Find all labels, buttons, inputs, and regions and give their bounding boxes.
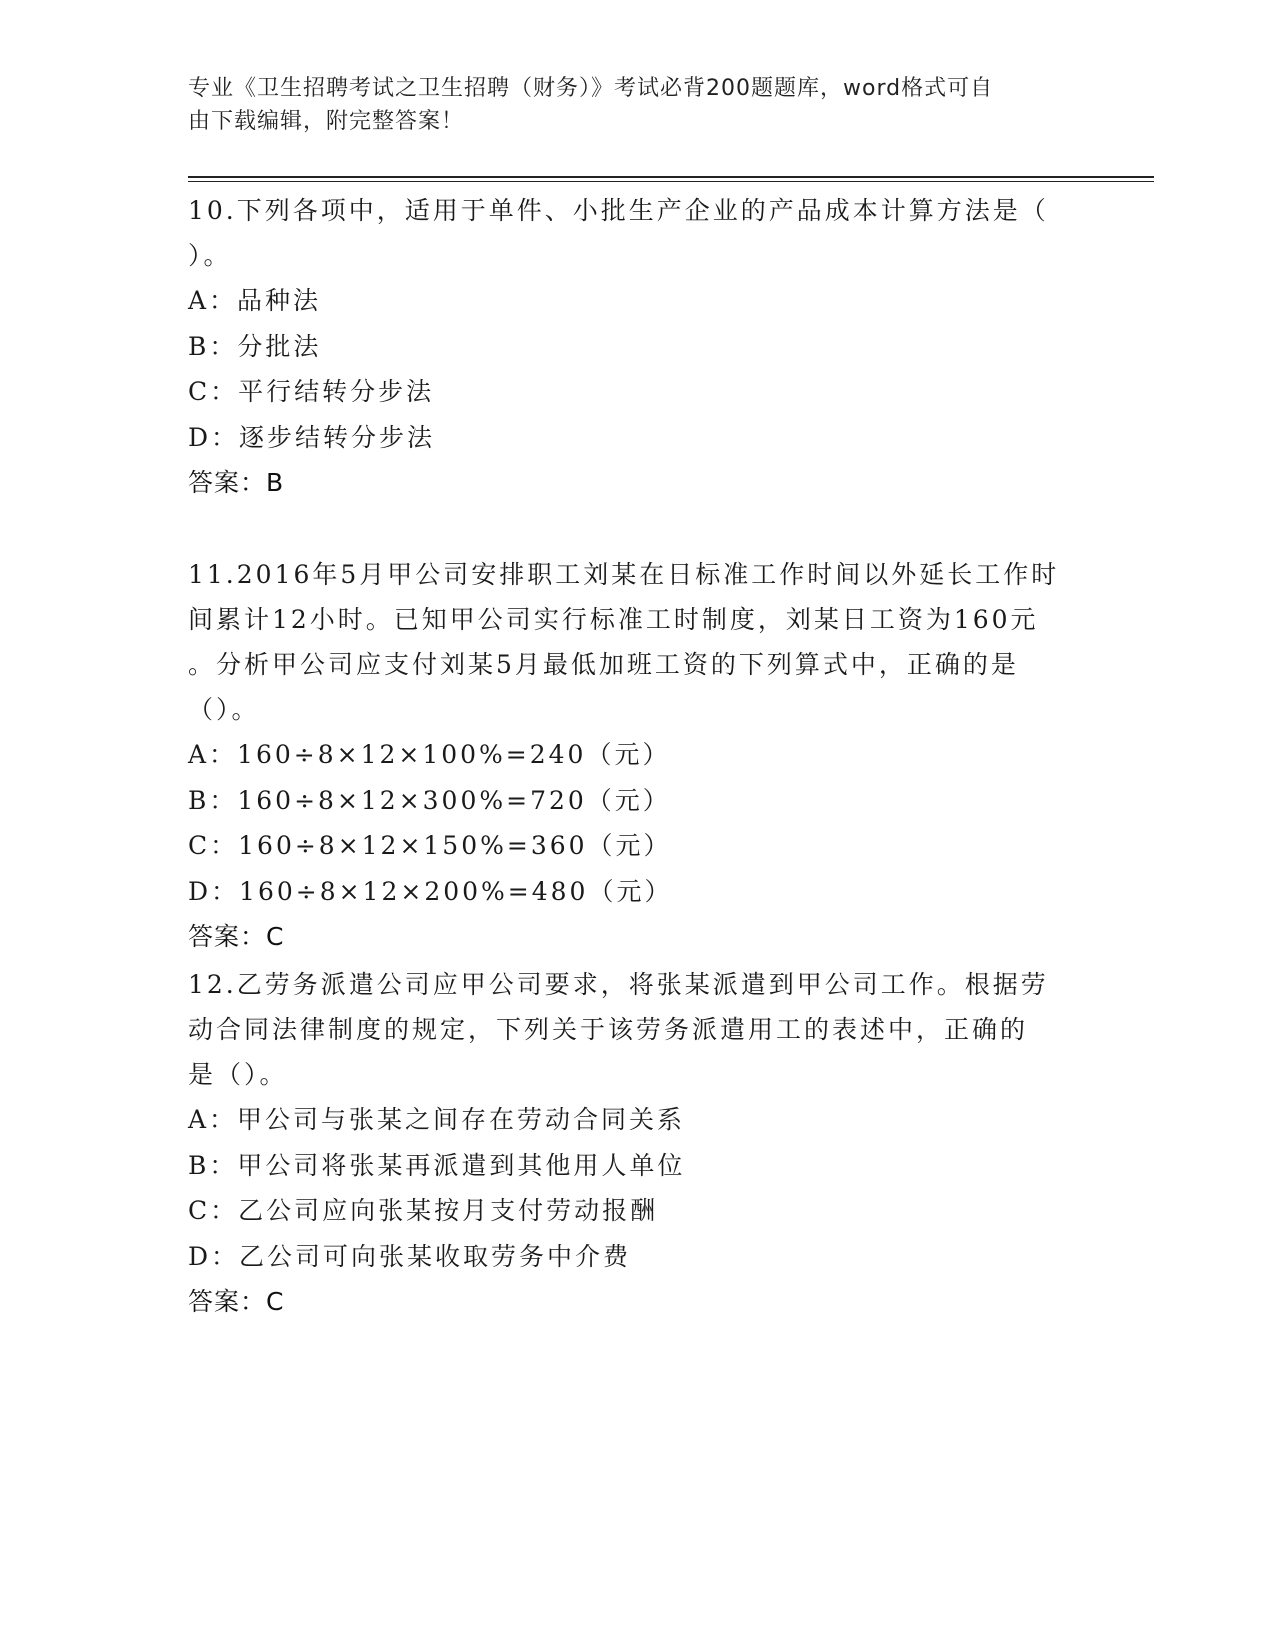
option-b: B：甲公司将张某再派遣到其他用人单位	[188, 1150, 686, 1180]
option-d: D：乙公司可向张某收取劳务中介费	[188, 1241, 632, 1271]
answer-label: 答案：C	[188, 922, 285, 951]
question-10	[188, 188, 1078, 505]
option-a: A：160÷8×12×100%=240（元）	[188, 740, 671, 769]
option-c: C：平行结转分步法	[188, 377, 435, 406]
question-stem-line: 10.下列各项中，适用于单件、小批生产企业的产品成本计算方法是（	[188, 196, 1049, 225]
option-b: B：分批法	[188, 331, 322, 361]
document-header	[188, 72, 1068, 138]
question-11	[188, 552, 1078, 959]
header-divider-thick	[188, 176, 1154, 178]
header-line-2: 由下载编辑，附完整答案！	[188, 109, 465, 134]
option-c: C：160÷8×12×150%=360（元）	[188, 831, 672, 860]
header-line-1: 专业《卫生招聘考试之卫生招聘（财务）》考试必背200题题库，word格式可自	[188, 76, 994, 101]
option-a: A：甲公司与张某之间存在劳动合同关系	[188, 1105, 686, 1134]
answer-label: 答案：B	[188, 468, 285, 497]
question-stem-line: 11.2016年5月甲公司安排职工刘某在日标准工作时间以外延长工作时	[188, 560, 1060, 589]
option-d: D：160÷8×12×200%=480（元）	[188, 876, 673, 906]
header-divider-thin	[188, 181, 1154, 182]
question-stem-line: 间累计12小时。已知甲公司实行标准工时制度，刘某日工资为160元	[188, 605, 1039, 634]
question-stem-line: 12.乙劳务派遣公司应甲公司要求，将张某派遣到甲公司工作。根据劳	[188, 970, 1049, 999]
answer-label: 答案：C	[188, 1287, 285, 1316]
option-a: A：品种法	[188, 286, 322, 315]
option-c: C：乙公司应向张某按月支付劳动报酬	[188, 1196, 659, 1225]
question-stem-line: （）。	[188, 695, 260, 724]
question-stem-line: 。分析甲公司应支付刘某5月最低加班工资的下列算式中，正确的是	[188, 650, 1019, 679]
option-b: B：160÷8×12×300%=720（元）	[188, 785, 671, 815]
question-stem-line: ）。	[188, 241, 232, 270]
question-12	[188, 962, 1078, 1324]
question-stem-line: 动合同法律制度的规定，下列关于该劳务派遣用工的表述中，正确的	[188, 1015, 1029, 1044]
question-stem-line: 是（）。	[188, 1060, 288, 1089]
option-d: D：逐步结转分步法	[188, 422, 436, 452]
